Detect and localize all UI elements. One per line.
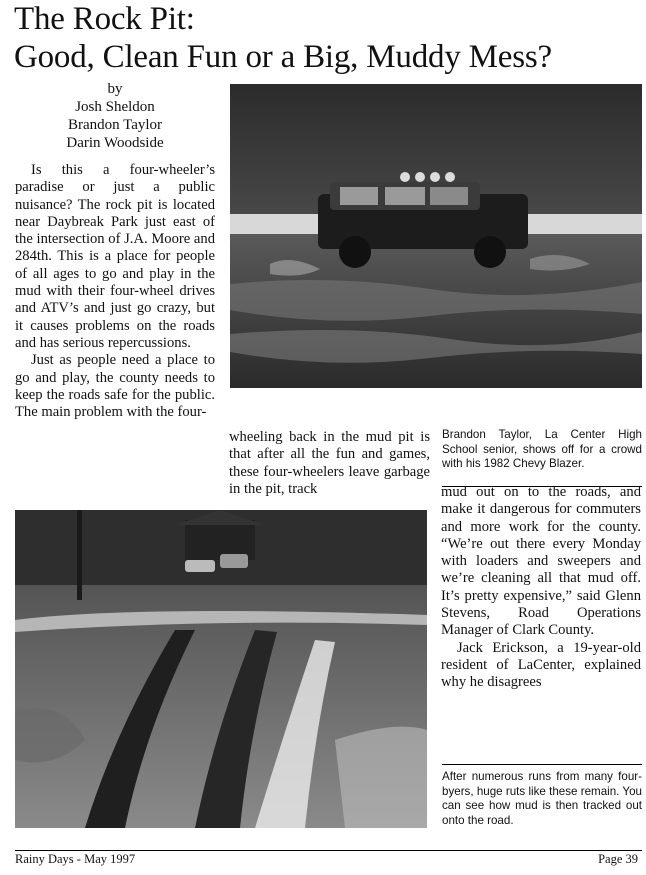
caption-divider	[442, 764, 642, 765]
footer-publication: Rainy Days - May 1997	[15, 852, 136, 866]
author-name: Brandon Taylor	[67, 117, 163, 133]
truck-photo	[230, 84, 642, 388]
paragraph: wheeling back in the mud pit is that after all the fun and games, these four-wheelers leave garbage in the pit, track	[229, 429, 430, 497]
byline-by: by	[107, 81, 123, 97]
paragraph: Just as people need a place to go and play, the county needs to keep the roads safe for the public. The main problem with the four-	[15, 352, 215, 421]
title-line-2: Good, Clean Fun or a Big, Muddy Mess?	[14, 39, 552, 75]
author-name: Darin Woodside	[66, 135, 164, 151]
paragraph: Is this a four-wheeler’s paradise or just a public nuisance? The rock pit is located near Daybreak Park just east of the intersection of J.A. Moore and 284th. This is a place for people of all ages to go and play in the mud with their four-wheel drives and ATV’s and just go crazy, but it causes problems on the roads and has serious repercussions.	[15, 162, 215, 351]
ruts-photo-caption: After numerous runs from many four-byers, huge ruts like these remain. You can see how mud is then tracked out onto the road.	[442, 770, 642, 827]
ruts-photo-illustration	[15, 510, 427, 828]
truck-photo-illustration	[230, 84, 642, 388]
article-column-3	[441, 484, 641, 692]
ruts-photo	[15, 510, 427, 828]
footer-divider	[15, 850, 642, 851]
paragraph: Jack Erickson, a 19-year-old resident of LaCenter, explained why he disagrees	[441, 639, 641, 691]
truck-photo-caption: Brandon Taylor, La Center High School senior, shows off for a crowd with his 1982 Chevy Blazer.	[442, 428, 642, 470]
article-title	[14, 0, 644, 76]
footer-page-number: Page 39	[598, 852, 638, 866]
title-line-1: The Rock Pit:	[14, 1, 195, 37]
author-name: Josh Sheldon	[75, 99, 155, 115]
article-column-2	[229, 429, 430, 498]
paragraph: mud out on to the roads, and make it dangerous for commuters and more work for the county. “We’re out there every Monday with loaders and sweepers and we’re cleaning all that mud off. It’s pretty expensive,” said Glenn Stevens, Road Operations Manager of Clark County.	[441, 484, 641, 639]
article-column-1	[15, 162, 215, 421]
byline	[30, 80, 200, 152]
